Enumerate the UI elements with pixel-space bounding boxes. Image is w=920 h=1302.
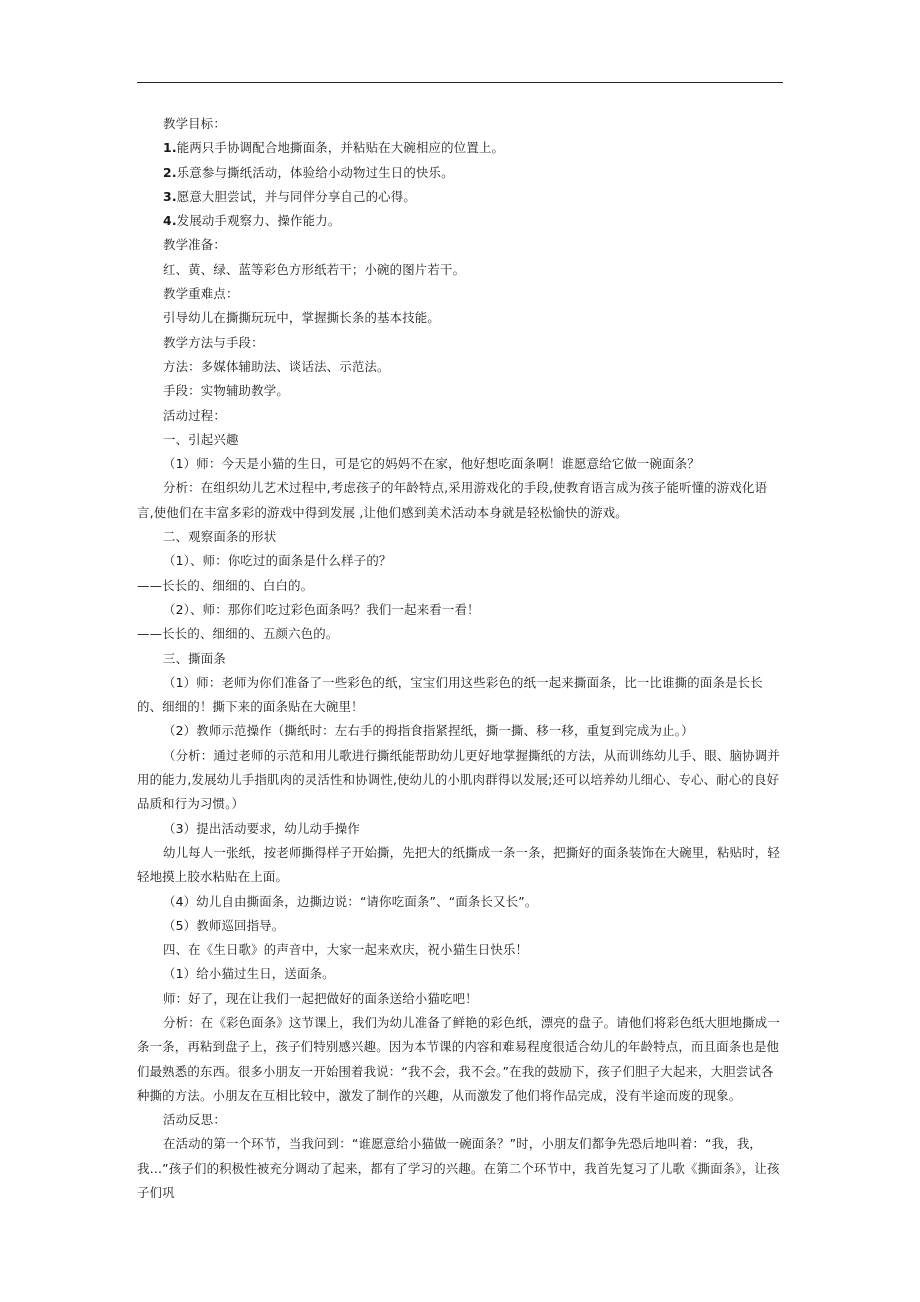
heading-process: 活动过程： — [163, 407, 226, 423]
goal-text: 发展动手观察力、操作能力。 — [176, 213, 341, 229]
section-1-title: 一、引起兴趣 — [163, 431, 239, 447]
goal-number: 4. — [163, 213, 177, 229]
goal-1 — [137, 136, 783, 160]
paragraph: （4）幼儿自由撕面条，边撕边说：“请你吃面条”、“面条长又长”。 — [163, 893, 538, 909]
heading-teaching-goals: 教学目标： — [163, 116, 226, 131]
key-points-text: 引导幼儿在撕撕玩玩中，掌握撕长条的基本技能。 — [163, 310, 440, 326]
paragraph: （1）、师：你吃过的面条是什么样子的？ — [163, 553, 392, 569]
answer-line: ——长长的、细细的、五颜六色的。 — [137, 626, 339, 642]
goal-4 — [137, 209, 783, 233]
goal-number: 2. — [163, 164, 177, 180]
paragraph: 幼儿每人一张纸，按老师撕得样子开始撕，先把大的纸撕成一条一条，把撕好的面条装饰在大碗里，粘贴时，轻轻地摸上胶水粘贴在上面。 — [137, 844, 780, 885]
paragraph: （3）提出活动要求，幼儿动手操作 — [163, 820, 360, 836]
paragraph: （2）教师示范操作（撕纸时：左右手的拇指食指紧捏纸，撕一撕、移一移，重复到完成为止。） — [163, 723, 694, 739]
methods-text: 方法：多媒体辅助法、谈话法、示范法。 — [163, 358, 390, 374]
goal-3 — [137, 185, 783, 209]
paragraph: （1）师：今天是小猫的生日，可是它的妈妈不在家，他好想吃面条啊！谁愿意给它做一碗面条？ — [163, 456, 700, 472]
goal-number: 3. — [163, 188, 177, 204]
paragraph: （1）师：老师为你们准备了一些彩色的纸，宝宝们用这些彩色的纸一起来撕面条，比一比谁撕的面条是长长的、细细的！撕下来的面条贴在大碗里！ — [137, 674, 763, 715]
header-rule — [137, 82, 783, 83]
section-3-title: 三、撕面条 — [163, 650, 226, 666]
analysis-paragraph: 分析：在组织幼儿艺术过程中,考虑孩子的年龄特点,采用游戏化的手段,使教育语言成为孩子能听懂的游戏化语言,使他们在丰富多彩的游戏中得到发展 ,让他们感到美术活动本身就是轻松愉快的游戏。 — [137, 480, 768, 520]
goal-number: 1. — [163, 140, 177, 156]
paragraph: （5）教师巡回指导。 — [163, 917, 285, 933]
answer-line: ——长长的、细细的、白白的。 — [137, 577, 314, 593]
section-2-title: 二、观察面条的形状 — [163, 529, 277, 545]
goal-2 — [137, 161, 783, 185]
goal-text: 乐意参与撕纸活动，体验给小动物过生日的快乐。 — [176, 164, 454, 180]
paragraph: （2）、师：那你们吃过彩色面条吗？我们一起来看一看！ — [163, 601, 480, 617]
reflection-paragraph: 在活动的第一个环节，当我问到：“谁愿意给小猫做一碗面条？”时，小朋友们都争先恐后地叫着：“我，我，我…”孩子们的积极性被充分调动了起来，都有了学习的兴趣。在第二个环节中，我首先复习了儿歌《撕面条》，让孩子们巩 — [137, 1136, 780, 1201]
analysis-paragraph: 分析：在《彩色面条》这节课上，我们为幼儿准备了鲜艳的彩色纸，漂亮的盘子。请他们将彩色纸大胆地撕成一条一条，再粘到盘子上，孩子们特别感兴趣。因为本节课的内容和难易程度很适合幼儿的年龄特点，而且面条也是他们最熟悉的东西。很多小朋友一开始围着我说：“我不会，我不会。”在我的鼓励下，孩子们胆子大起来，大胆尝试各种撕的方法。小朋友在互相比较中，激发了制作的兴趣，从而激发了他们将作品完成，没有半途而废的现象。 — [137, 1014, 780, 1103]
document-body — [137, 112, 783, 1205]
heading-preparation: 教学准备： — [163, 237, 226, 253]
analysis-paragraph: （分析：通过老师的示范和用儿歌进行撕纸能帮助幼儿更好地掌握撕纸的方法，从而训练幼儿手、眼、脑协调并用的能力,发展幼儿手指肌肉的灵活性和协调性,使幼儿的小肌肉群得以发展;还可以培养幼儿细心、专心、耐心的良好品质和行为习惯。） — [137, 747, 780, 812]
goal-text: 愿意大胆尝试，并与同伴分享自己的心得。 — [176, 188, 416, 204]
preparation-text: 红、黄、绿、蓝等彩色方形纸若干；小碗的图片若干。 — [163, 261, 466, 277]
heading-reflection: 活动反思： — [163, 1112, 226, 1128]
heading-methods: 教学方法与手段： — [163, 334, 264, 350]
means-text: 手段：实物辅助教学。 — [163, 383, 289, 399]
paragraph: 师：好了，现在让我们一起把做好的面条送给小猫吃吧！ — [163, 990, 478, 1006]
paragraph: （1）给小猫过生日，送面条。 — [163, 966, 335, 982]
section-4-title: 四、在《生日歌》的声音中，大家一起来欢庆，祝小猫生日快乐！ — [163, 942, 529, 958]
goal-text: 能两只手协调配合地撕面条，并粘贴在大碗相应的位置上。 — [176, 140, 505, 156]
heading-key-points: 教学重难点： — [163, 286, 239, 302]
